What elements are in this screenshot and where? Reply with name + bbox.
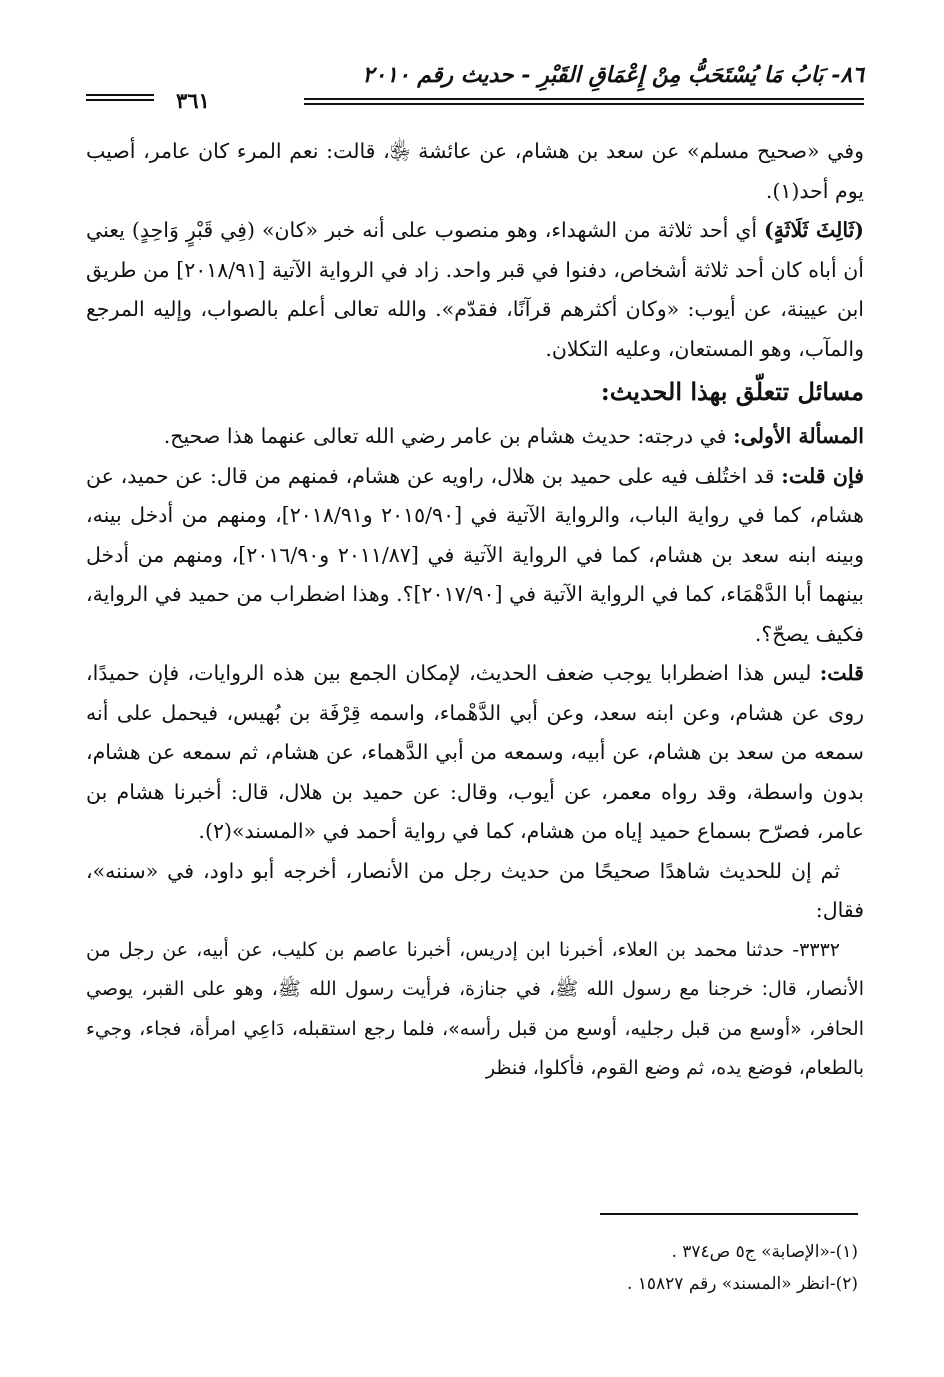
paragraph-lead: قلت:: [819, 661, 864, 685]
paragraph-explanation: [86, 211, 864, 369]
page-body: [86, 132, 864, 1089]
paragraph-muslim-note: وفي «صحيح مسلم» عن سعد بن هشام، عن عائشة ﵂، قالت: نعم المرء كان عامر، أصيب يوم أحد(١).: [86, 139, 864, 203]
paragraph-hadith: ٣٣٣٢- حدثنا محمد بن العلاء، أخبرنا ابن إدريس، أخبرنا عاصم بن كليب، عن أبيه، عن رجل من الأنصار، قال: خرجنا مع رسول الله ﷺ، في جنازة، فرأيت رسول الله ﷺ، وهو على القبر، يوصي الحافر، «أوسع من قبل رجليه، أوسع من قبل رأسه»، فلما رجع استقبله، دَاعِي امرأة، فجاء، وجيء بالطعام، فوضع يده، ثم وضع القوم، فأكلوا، فنظر: [86, 938, 864, 1079]
paragraph-answer: [86, 654, 864, 852]
paragraph-witness: ثم إن للحديث شاهدًا صحيحًا من حديث رجل من الأنصار، أخرجه أبو داود، في «سننه»، فقال:: [86, 858, 864, 922]
page-header: [86, 58, 864, 114]
paragraph-text: ليس هذا اضطرابا يوجب ضعف الحديث، لإمكان الجمع بين هذه الروايات، فإن حميدًا، روى عن هشام، وعن ابنه سعد، وعن أبي الدَّهْماء، واسمه قِرْفَة بن بُهيس، فيحمل على أنه سمعه من سعد بن هشام، عن أبيه، وسمعه من أبي الدَّهماء، عن هشام، ثم سمعه عن هشام، بدون واسطة، وقد رواه معمر، عن أيوب، وقال: عن حميد بن هلال، قال: أخبرنا هشام بن عامر، فصرّح بسماع حميد إياه من هشام، كما في رواية أحمد في «المسند»(٢).: [86, 661, 864, 843]
section-heading: مسائل تتعلّق بهذا الحديث:: [600, 377, 864, 406]
footnote-2: (٢)-انظر «المسند» رقم ١٥٨٢٧ .: [626, 1274, 858, 1294]
footnote-rule: [600, 1213, 858, 1215]
footnotes: [80, 1236, 858, 1300]
paragraph-text: في درجته: حديث هشام بن عامر رضي الله تعالى عنهما هذا صحيح.: [163, 424, 734, 448]
paragraph-lead: (ثَالِثَ ثَلَاثَةٍ): [764, 218, 864, 242]
header-rule: [304, 98, 864, 105]
paragraph-text: أي أحد ثلاثة من الشهداء، وهو منصوب على أنه خبر «كان» (فِي قَبْرٍ وَاحِدٍ) يعني أن أباه كان أحد ثلاثة أشخاص، دفنوا في قبر واحد. زاد في الرواية الآتية [٢٠١٨/٩١] من طريق ابن عيينة، عن أيوب: «وكان أكثرهم قرآنًا، فقدّم». والله تعالى أعلم بالصواب، وإليه المرجع والمآب، وهو المستعان، وعليه التكلان.: [86, 218, 864, 361]
page-number: ٣٦١: [176, 88, 210, 113]
paragraph-text: قد اختُلف فيه على حميد بن هلال، راويه عن هشام، فمنهم من قال: عن حميد، عن هشام، كما في رواية الباب، والرواية الآتية في [٢٠١٥/٩٠ و٢٠١٨/٩١]، ومنهم من أدخل بينه، وبينه ابنه سعد بن هشام، كما في الرواية الآتية في [٢٠١١/٨٧ و٢٠١٦/٩٠]، ومنهم من أدخل بينهما أبا الدَّهْمَاء، كما في الرواية الآتية في [٢٠١٧/٩٠]؟. وهذا اضطراب من حميد في الرواية، فكيف يصحّ؟.: [86, 463, 864, 646]
header-rule-left: [86, 94, 154, 104]
paragraph-objection: [86, 457, 864, 655]
paragraph-lead: فإن قلت:: [781, 463, 864, 488]
running-title: ٨٦- بَابُ مَا يُسْتَحَبُّ مِنْ إِعْمَاقِ القَبْرِ - حديث رقم ٢٠١٠: [362, 62, 864, 88]
footnote-1: (١)-«الإصابة» ج٥ ص٣٧٤ .: [671, 1242, 858, 1262]
paragraph-first-issue: [86, 417, 864, 457]
paragraph-lead: المسألة الأولى:: [733, 424, 864, 448]
